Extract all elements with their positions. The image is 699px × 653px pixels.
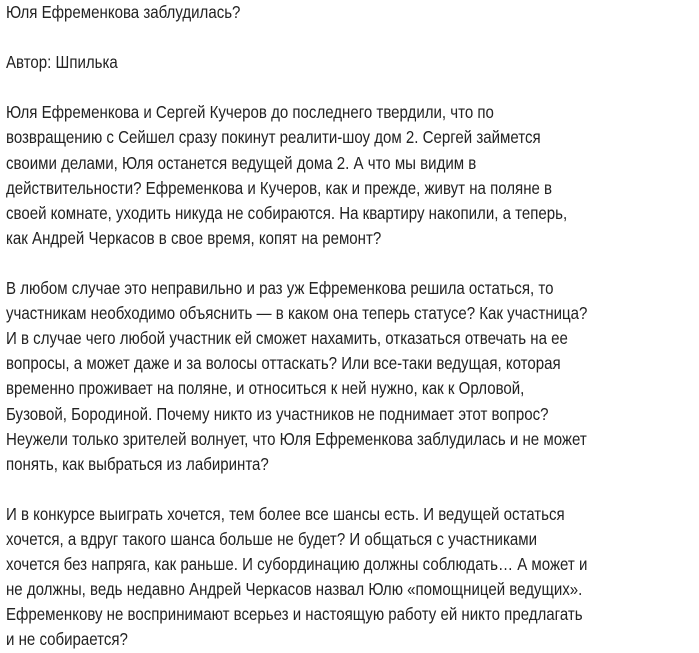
paragraph-line: своими делами, Юля останется ведущей дома 2. А что мы видим в — [6, 152, 477, 173]
paragraph-line: действительности? Ефременкова и Кучеров, как и прежде, живут на поляне в — [6, 177, 553, 198]
spacer — [6, 477, 699, 502]
paragraph-line: И в конкурсе выиграть хочется, тем более все шансы есть. И ведущей остаться — [6, 503, 565, 524]
paragraph-line: возвращению с Сейшел сразу покинут реалити-шоу дом 2. Сергей займется — [6, 127, 541, 148]
paragraph-line: своей комнате, уходить никуда не собираются. На квартиру накопили, а теперь, — [6, 202, 568, 223]
article-title: Юля Ефременкова заблудилась? — [6, 2, 241, 22]
paragraph-line: не должны, ведь недавно Андрей Черкасов назвал Юлю «помощницей ведущих». — [6, 579, 583, 600]
paragraph-line: хочется, а вдруг такого шанса больше не будет? И общаться с участниками — [6, 528, 537, 549]
paragraph-line: и не собирается? — [6, 629, 128, 650]
paragraph-line: В любом случае это неправильно и раз уж Ефременкова решила остаться, то — [6, 278, 554, 299]
paragraph-line: временно проживает на поляне, и относиться к ней нужно, как к Орловой, — [6, 378, 525, 399]
paragraph-line: Юля Ефременкова и Сергей Кучеров до последнего твердили, что по — [6, 102, 494, 123]
spacer — [6, 251, 699, 276]
paragraph-line: как Андрей Черкасов в свое время, копят на ремонт? — [6, 227, 382, 248]
paragraph-line: Бузовой, Бородиной. Почему никто из участников не поднимает этот вопрос? — [6, 403, 549, 424]
paragraph-line: вопросы, а может даже и за волосы оттаскать? Или все-таки ведущая, которая — [6, 353, 561, 374]
paragraph-line: понять, как выбраться из лабиринта? — [6, 453, 269, 474]
spacer — [6, 25, 699, 50]
paragraph-line: хочется без напряга, как раньше. И субординацию должны соблюдать… А может и — [6, 554, 588, 575]
paragraph — [6, 100, 699, 251]
spacer — [6, 75, 699, 100]
paragraph-line: Неужели только зрителей волнует, что Юля Ефременкова заблудилась и не может — [6, 428, 587, 449]
paragraph — [6, 502, 699, 653]
paragraph — [6, 276, 699, 477]
paragraph-line: И в случае чего любой участник ей сможет нахамить, отказаться отвечать на ее — [6, 328, 568, 349]
paragraph-line: Ефременкову не воспринимают всерьез и настоящую работу ей никто предлагать — [6, 604, 583, 625]
article-author: Автор: Шпилька — [6, 52, 118, 73]
paragraph-line: участникам необходимо объяснить — в каком она теперь статусе? Как участница? — [6, 303, 588, 324]
article-body — [6, 100, 699, 652]
